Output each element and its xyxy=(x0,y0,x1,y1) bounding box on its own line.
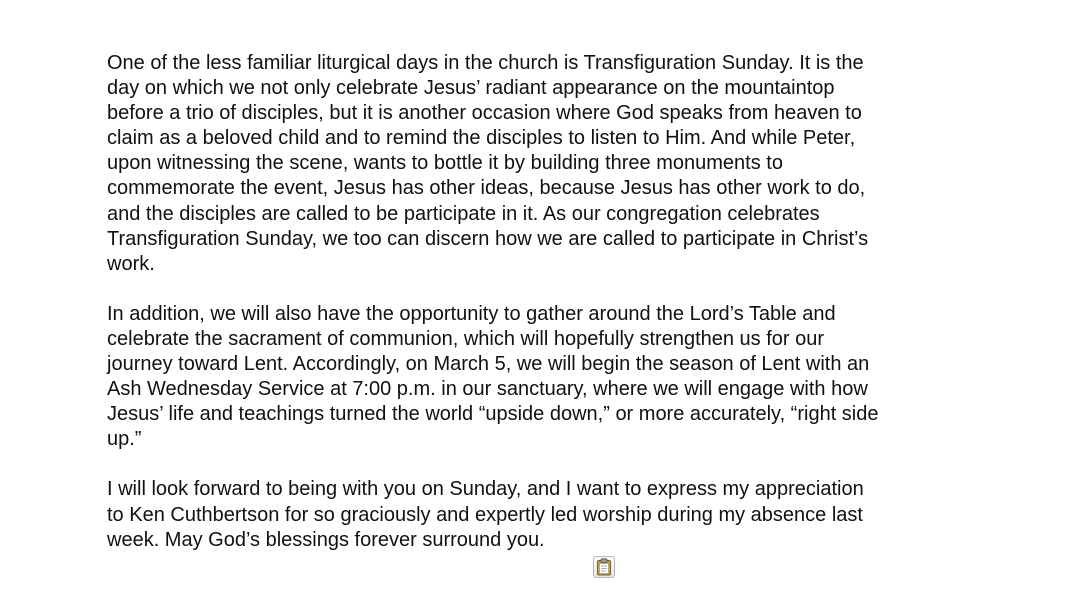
document-body xyxy=(107,51,957,578)
paragraph-communion-lent: In addition, we will also have the opportunity to gather around the Lord’s Table and celebrate the sacrament of communion, which will hopefully strengthen us for our journey toward Lent. Accordingly, on March 5, we will begin the season of Lent with an Ash Wednesday Service at 7:00 p.m. in our sanctuary, where we will engage with how Jesus’ life and teachings turned the world “upside down,” or more accurately, “right side up.” xyxy=(107,302,879,451)
paragraph-closing: I will look forward to being with you on Sunday, and I want to express my appreciation to Ken Cuthbertson for so graciously and expertly led worship during my absence last week. May God’s blessings forever surround you. xyxy=(107,478,864,551)
clipboard-icon xyxy=(596,558,612,576)
paste-options-button[interactable] xyxy=(593,556,615,578)
paragraph-transfiguration: One of the less familiar liturgical days in the church is Transfiguration Sunday. It is the day on which we not only celebrate Jesus’ radiant appearance on the mountaintop before a trio of disciples, but it is another occasion where God speaks from heaven to claim as a beloved child and to remind the disciples to listen to Him. And while Peter, upon witnessing the scene, wants to bottle it by building three monuments to commemorate the event, Jesus has other ideas, because Jesus has other work to do, and the disciples are called to be participate in it. As our congregation celebrates Transfiguration Sunday, we too can discern how we are called to participate in Christ’s work. xyxy=(107,52,869,275)
